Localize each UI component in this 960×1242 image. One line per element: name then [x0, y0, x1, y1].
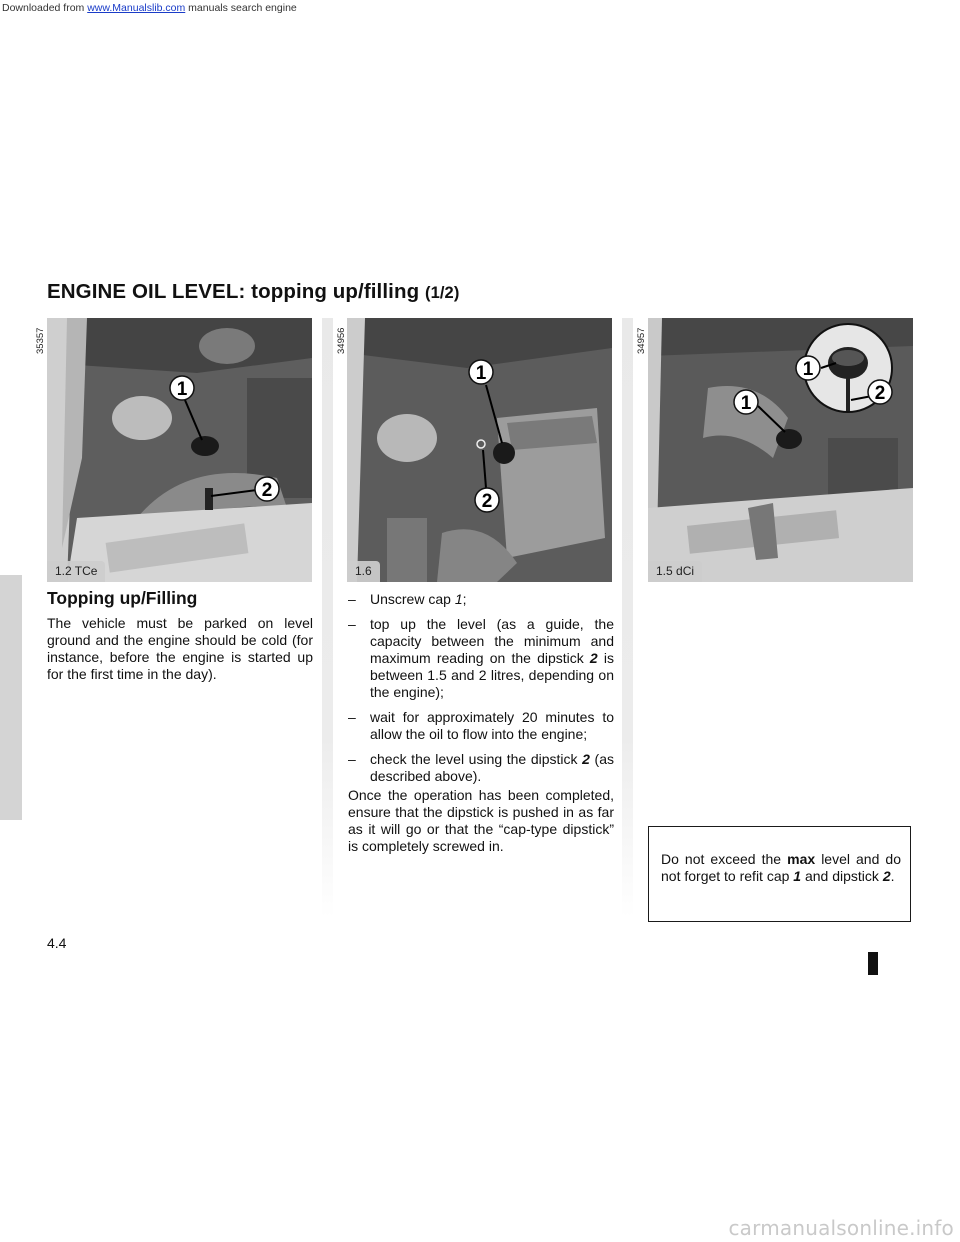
intro-paragraph: The vehicle must be parked on level ground and the engine should be cold (for instance, before the engine is started up for the first time in the day).	[47, 615, 313, 682]
watermark: carmanualsonline.info	[728, 1216, 954, 1240]
section-heading: Topping up/Filling	[47, 588, 198, 608]
engine-label: 1.2 TCe	[47, 561, 105, 582]
dipstick-ref: 2	[589, 650, 598, 666]
callout-1: 1	[176, 379, 188, 400]
step-item: – top up the level (as a guide, the capacity between the minimum and maximum reading on the dipstick 2 is between 1.5 and 2 litres, depending on the engine);	[348, 616, 614, 700]
step-item: – check the level using the dipstick 2 (as described above).	[348, 751, 615, 784]
page-title: ENGINE OIL LEVEL: topping up/filling (1/2)	[47, 280, 460, 303]
engine-photo-1-6	[347, 318, 612, 582]
step-item: – Unscrew cap 1;	[348, 591, 467, 607]
column-divider	[622, 318, 633, 918]
callout-1: 1	[740, 393, 752, 414]
column-divider	[322, 318, 333, 918]
warning-box	[648, 826, 911, 922]
closing-paragraph: Once the operation has been completed, ensure that the dipstick is pushed in as far as it will go or that the “cap-type dipstick” is completely screwed in.	[348, 787, 614, 854]
callout-2-inset: 2	[874, 383, 886, 404]
cap-ref: 1	[454, 591, 463, 607]
warning-text: Do not exceed the max level and do not forget to refit cap 1 and dipstick 2.	[661, 851, 901, 884]
engine-photo-tce	[47, 318, 312, 582]
page-part-indicator: (1/2)	[425, 284, 460, 302]
download-banner: Downloaded from www.Manualslib.com manuals search engine	[2, 2, 297, 14]
engine-photo-dci	[648, 318, 913, 582]
section-end-marker	[868, 952, 878, 975]
callout-1: 1	[475, 363, 487, 384]
manualslib-link[interactable]: www.Manualslib.com	[87, 2, 186, 14]
callout-1-inset: 1	[802, 359, 814, 380]
engine-label: 1.6	[347, 561, 380, 582]
photo-ref-code: 35357	[35, 327, 46, 354]
engine-label: 1.5 dCi	[648, 561, 702, 582]
photo-ref-code: 34956	[336, 327, 347, 354]
photo-ref-code: 34957	[636, 327, 647, 354]
step-item: – wait for approximately 20 minutes to allow the oil to flow into the engine;	[348, 709, 614, 742]
procedure-steps	[348, 591, 614, 793]
chapter-side-tab	[0, 575, 22, 820]
page-number: 4.4	[47, 935, 67, 951]
callout-2: 2	[261, 480, 273, 501]
callout-2: 2	[481, 491, 493, 512]
dipstick-ref: 2	[582, 751, 590, 767]
